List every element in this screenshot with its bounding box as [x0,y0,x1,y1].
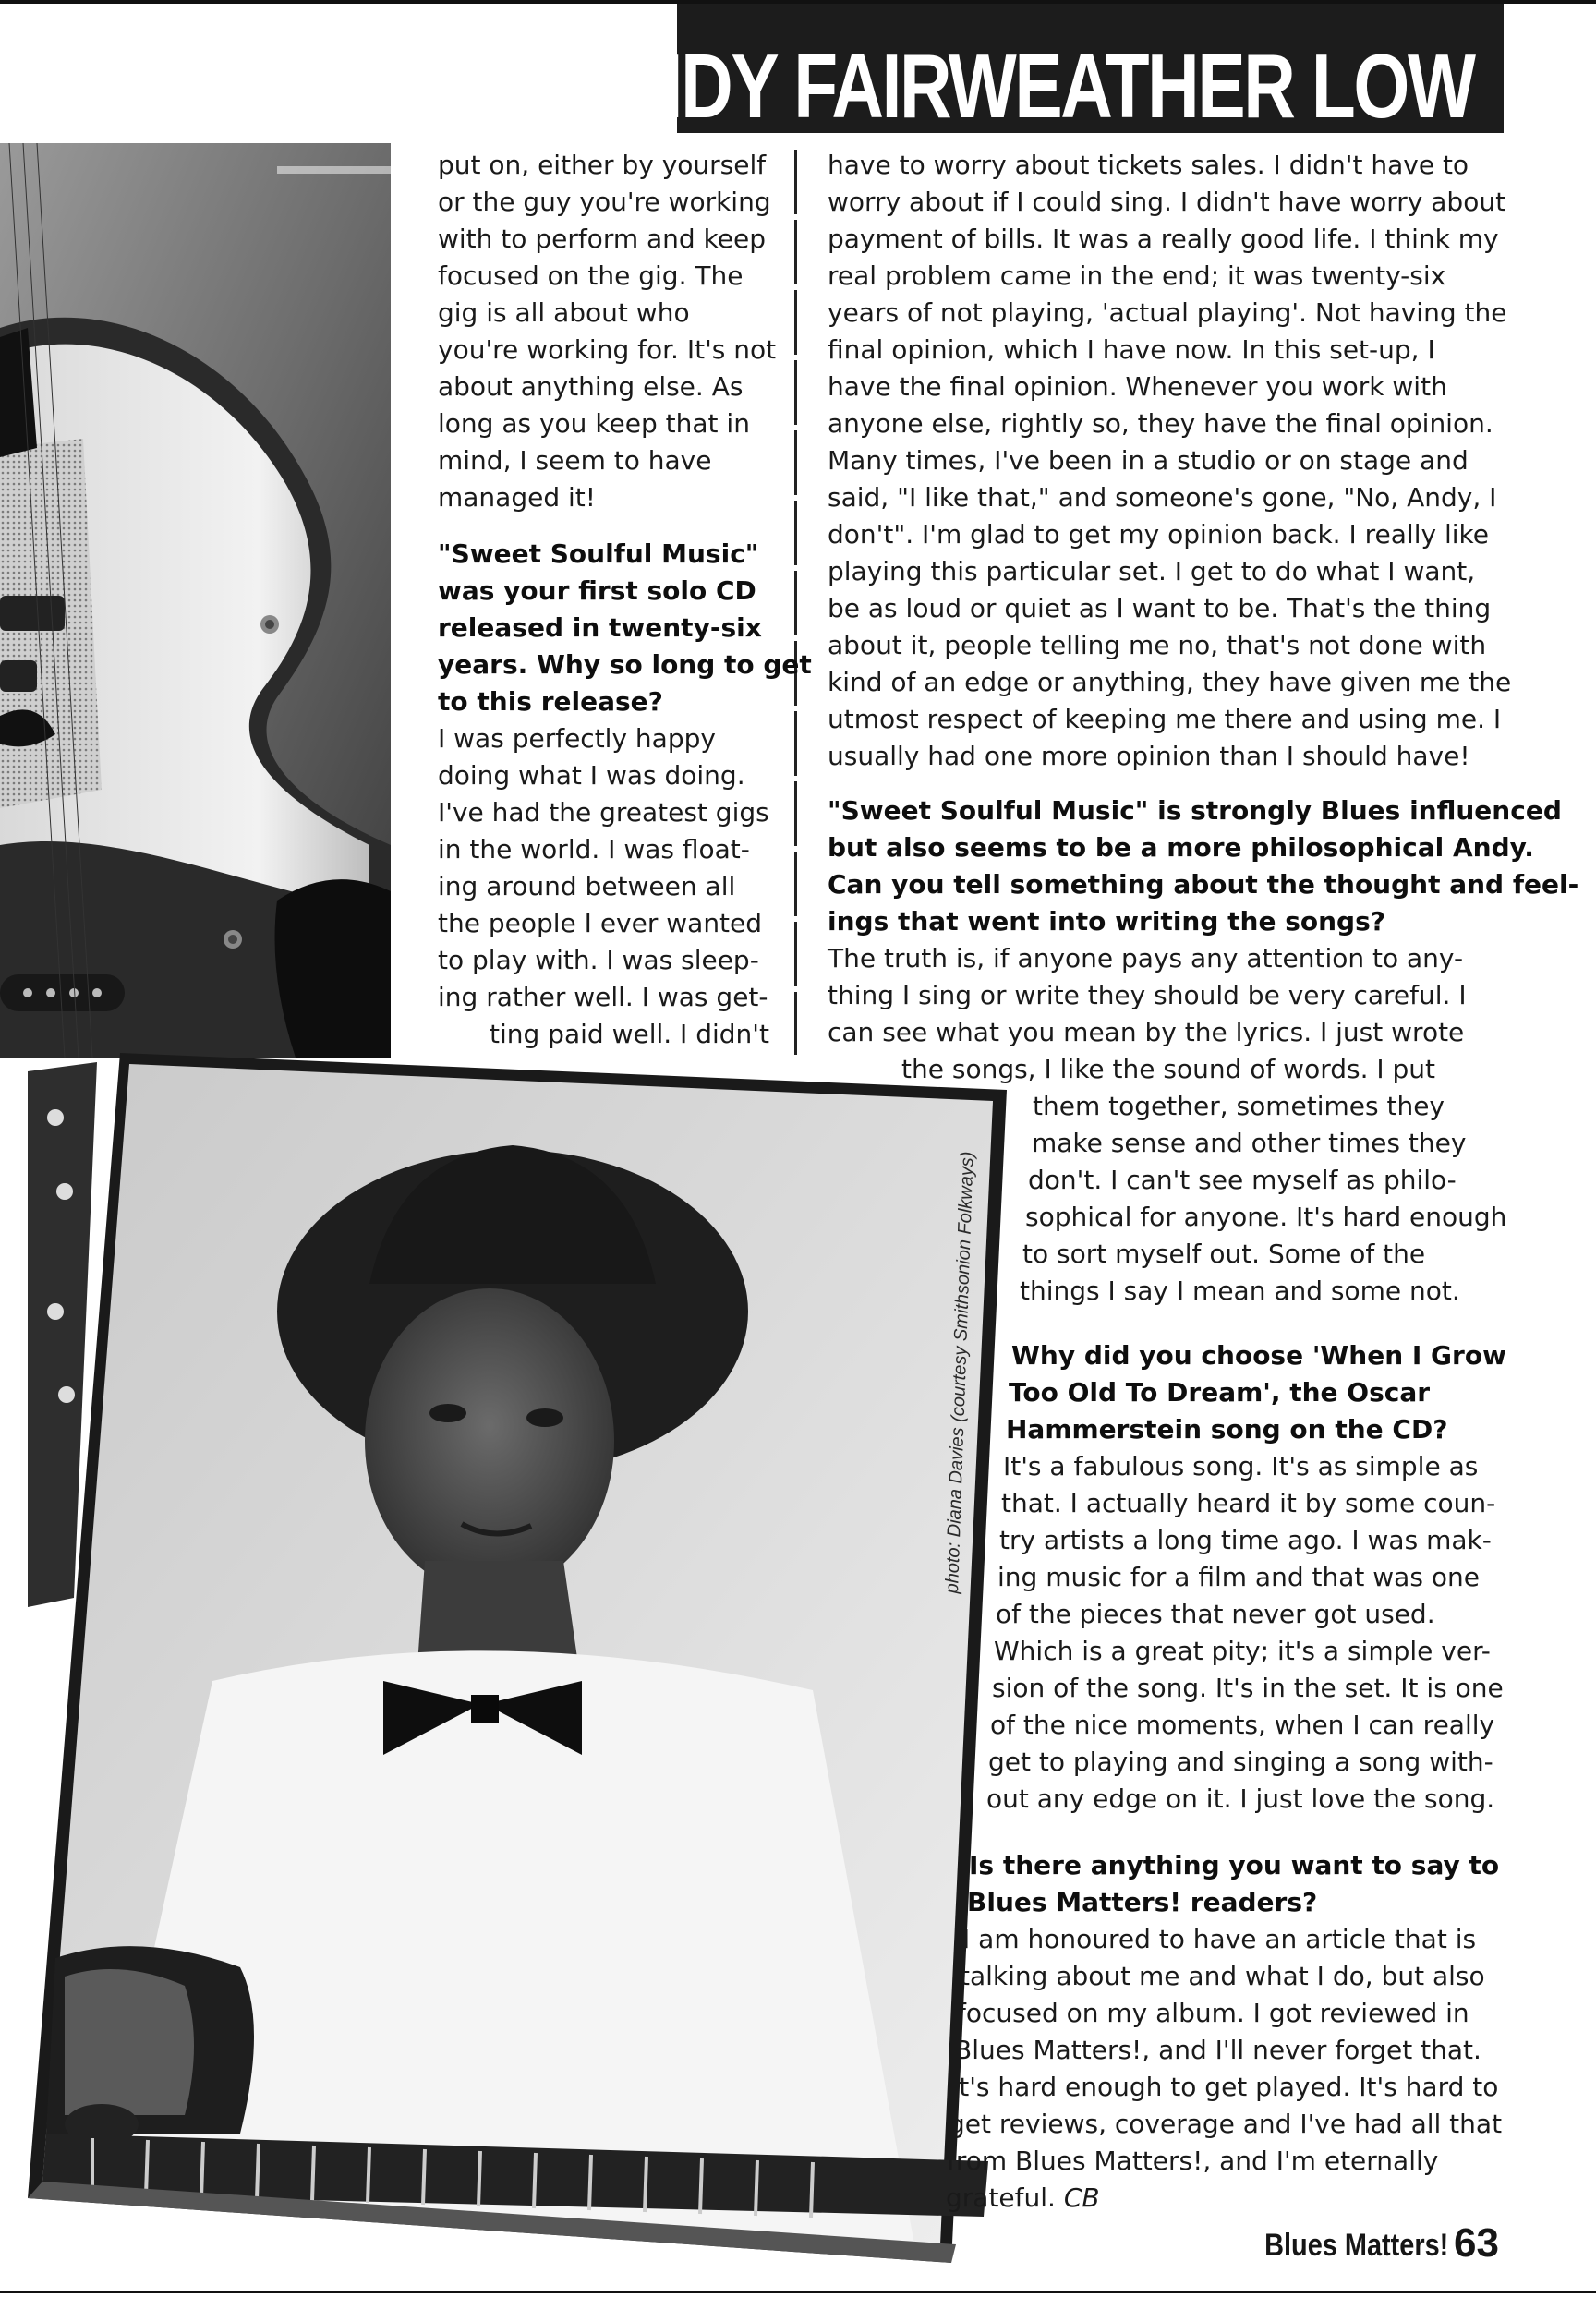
question-3: Why did you choose 'When I Grow Too Old To Dream', the Oscar Hammerstein song on the CD? [1006,1340,1506,1445]
right-paragraph-1: have to worry about tickets sales. I didn't have to worry about if I could sing. I didn't have worry about payment of bills. It was a really good life. I think my real problem came in the end; it was twenty-six years of not playing, 'actual playing'. Not having the final opinion, which I have now. In this set-up, I have the final opinion. Whenever you work with anyone else, rightly so, they have the final opinion. Many times, I've been in a studio or on stage and said, "I like that," and someone's gone, "No, Andy, I don't". I'm glad to get my opinion back. I really like playing this particular set. I get to do what I want, be as loud or quiet as I want to be. That's the thing about it, people telling me no, that's not done with kind of an edge or anything, they have given me the utmost respect of keeping me there and using me. I usually had one more opinion than I should have! [828,150,1512,771]
bottom-rule [0,2291,1596,2293]
guitar-photo [0,143,391,1058]
question-2: "Sweet Soulful Music" is strongly Blues influenced but also seems to be a more philosophical Andy. Can you tell something about the thought and feel- ings that went into writing the songs? [828,795,1579,937]
title-bar [581,4,1504,137]
left-paragraph-2: I was perfectly happy doing what I was doing. I've had the greatest gigs in the world. I was float- ing around between all the people I ever wanted to play with. I was sleep- ing rather well. I was get- ting paid well. I didn't [438,723,769,1049]
question-4: Is there anything you want to say to Blues Matters! readers? [967,1850,1500,1917]
article-title: ANDY FAIRWEATHER LOW [581,35,1474,137]
question-1: "Sweet Soulful Music" was your first solo CD released in twenty-six years. Why so long to get to this release? [438,538,812,717]
right-paragraph-2: The truth is, if anyone pays any attention to any- thing I sing or write they should be very careful. I can see what you mean by the lyrics. I just wrote the songs, I like the sound of words. I put them together, sometimes they make sense and other times they don't. I can't see myself as philo- sophical for anyone. It's hard enough to sort myself out. Some of the things I say I mean and some not. [828,943,1507,1306]
page-number: 63 [1454,2220,1499,2266]
photo-credit: photo: Diana Davies (courtesy Smithsonion Folkways) [942,1151,978,1594]
closing-line: grateful. [946,2182,1056,2213]
left-paragraph-1: put on, either by yourself or the guy you're working with to perform and keep focused on the gig. The gig is all about who you're working for. It's not about anything else. As long as you keep that in mind, I seem to have managed it! [438,150,777,513]
right-paragraph-3: It's a fabulous song. It's as simple as that. I actually heard it by some coun- try artists a long time ago. I was mak- ing music for a film and that was one of the pieces that never got used. Which is a great pity; it's a simple ver- sion of the song. It's in the set. It is one of the nice moments, when I can really get to playing and singing a song with- out any edge on it. I just love the song. [986,1451,1504,1814]
author-signature: CB [1063,2182,1100,2213]
right-paragraph-4: I am honoured to have an article that is talking about me and what I do, but also focused on my album. I got reviewed in Blues Matters!, and I'll never forget that. It's hard enough to get played. It's hard to get reviews, coverage and I've had all that from Blues Matters!, and I'm eternally grateful. CB [946,1924,1503,2213]
footer-brand: Blues Matters! [1264,2228,1448,2263]
